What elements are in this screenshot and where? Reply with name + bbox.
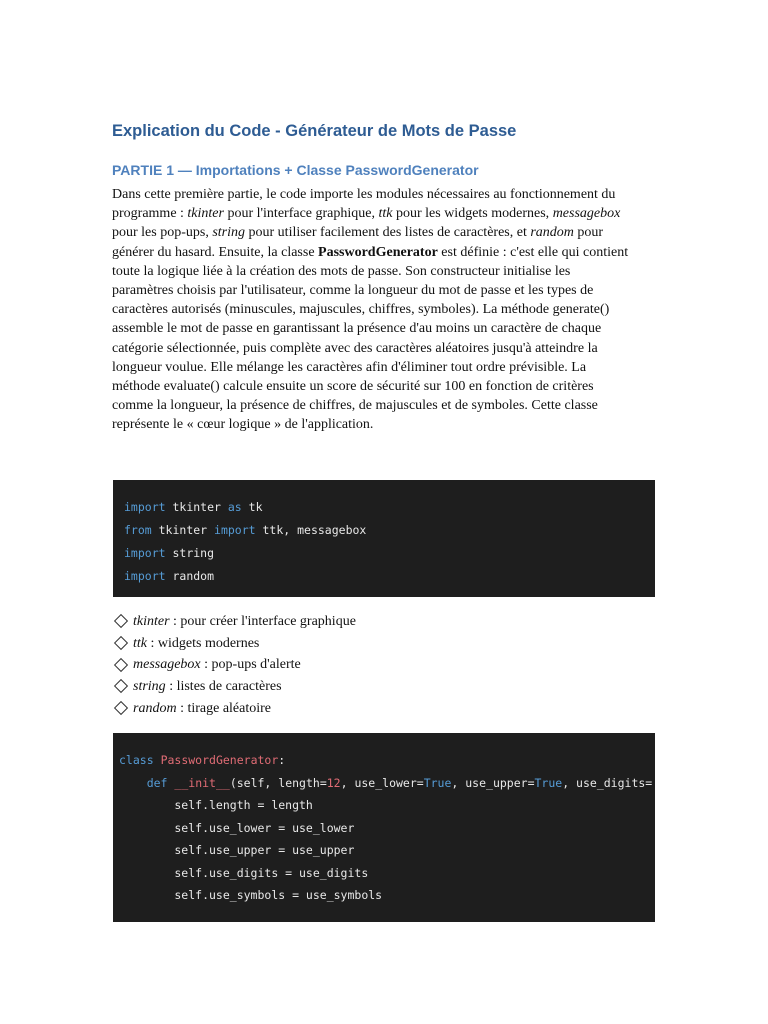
imports-code-block <box>113 480 655 597</box>
paragraph-line: programme : tkinter pour l'interface graphique, ttk pour les widgets modernes, messagebox <box>112 206 621 222</box>
bullet-term: tkinter <box>133 614 170 629</box>
code-line: import tkinter as tk <box>124 500 263 514</box>
paragraph-line: pour les pop-ups, string pour utiliser facilement des listes de caractères, et random pour <box>112 225 604 241</box>
paragraph-line: comme la longueur, la présence de chiffres, de majuscules et de symboles. Cette classe <box>112 398 598 414</box>
bullet-item <box>113 677 282 697</box>
code-line: class PasswordGenerator: <box>119 753 286 767</box>
paragraph-line: caractères autorisés (minuscules, majuscules, chiffres, symboles). La méthode generate() <box>112 302 610 318</box>
diamond-bullet-icon <box>114 614 128 628</box>
bullet-term: ttk <box>133 635 147 651</box>
bullet-item <box>113 612 356 632</box>
class-code-block <box>113 733 655 922</box>
bullet-description: : pop-ups d'alerte <box>200 657 301 673</box>
diamond-bullet-icon <box>114 658 128 672</box>
paragraph-line: méthode evaluate() calcule ensuite un score de sécurité sur 100 en fonction de critères <box>112 378 594 394</box>
code-line: from tkinter import ttk, messagebox <box>124 523 367 537</box>
page-title: Explication du Code - Générateur de Mots de Passe <box>112 122 517 140</box>
paragraph-line: Dans cette première partie, le code importe les modules nécessaires au fonctionnement du <box>112 187 616 202</box>
code-line: import string <box>124 546 215 560</box>
intro-paragraph <box>112 185 628 434</box>
bullet-item <box>113 699 271 719</box>
bullet-term: messagebox <box>133 657 201 673</box>
code-line: self.length = length <box>119 798 313 812</box>
paragraph-line: générer du hasard. Ensuite, la classe PasswordGenerator est définie : c'est elle qui contient <box>112 244 629 260</box>
bullet-description: : widgets modernes <box>147 635 260 651</box>
diamond-bullet-icon <box>114 679 128 693</box>
diamond-bullet-icon <box>114 636 128 650</box>
paragraph-line: longueur voulue. Elle mélange les caractères afin d'éliminer tout ordre prévisible. La <box>112 359 587 375</box>
paragraph-line: représente le « cœur logique » de l'application. <box>112 417 374 433</box>
code-line: def __init__(self, length=12, use_lower=True, use_upper=True, use_digits= <box>146 775 653 790</box>
code-line: self.use_digits = use_digits <box>119 865 369 880</box>
bullet-term: random <box>133 700 177 716</box>
bullet-description: : listes de caractères <box>165 679 282 695</box>
paragraph-line: assemble le mot de passe en garantissant la présence d'au moins un caractère de chaque <box>112 321 602 337</box>
section-heading: PARTIE 1 — Importations + Classe PasswordGenerator <box>112 162 479 178</box>
code-line: import random <box>124 569 215 583</box>
bullet-item <box>113 634 259 654</box>
code-line: self.use_symbols = use_symbols <box>119 888 383 902</box>
bullet-term: string <box>133 679 166 695</box>
code-line: self.use_upper = use_upper <box>119 843 355 857</box>
paragraph-line: paramètres choisis par l'utilisateur, comme la longueur du mot de passe et les types de <box>112 282 594 298</box>
bullet-description: : pour créer l'interface graphique <box>169 614 356 629</box>
diamond-bullet-icon <box>114 701 128 715</box>
paragraph-line: catégorie sélectionnée, puis complète avec des caractères aléatoires jusqu'à atteindre la <box>112 340 598 356</box>
paragraph-line: toute la logique liée à la création des mots de passe. Son constructeur initialise les <box>112 263 571 279</box>
bullet-description: : tirage aléatoire <box>176 700 272 716</box>
bullet-item <box>113 655 301 675</box>
code-line: self.use_lower = use_lower <box>119 820 355 835</box>
